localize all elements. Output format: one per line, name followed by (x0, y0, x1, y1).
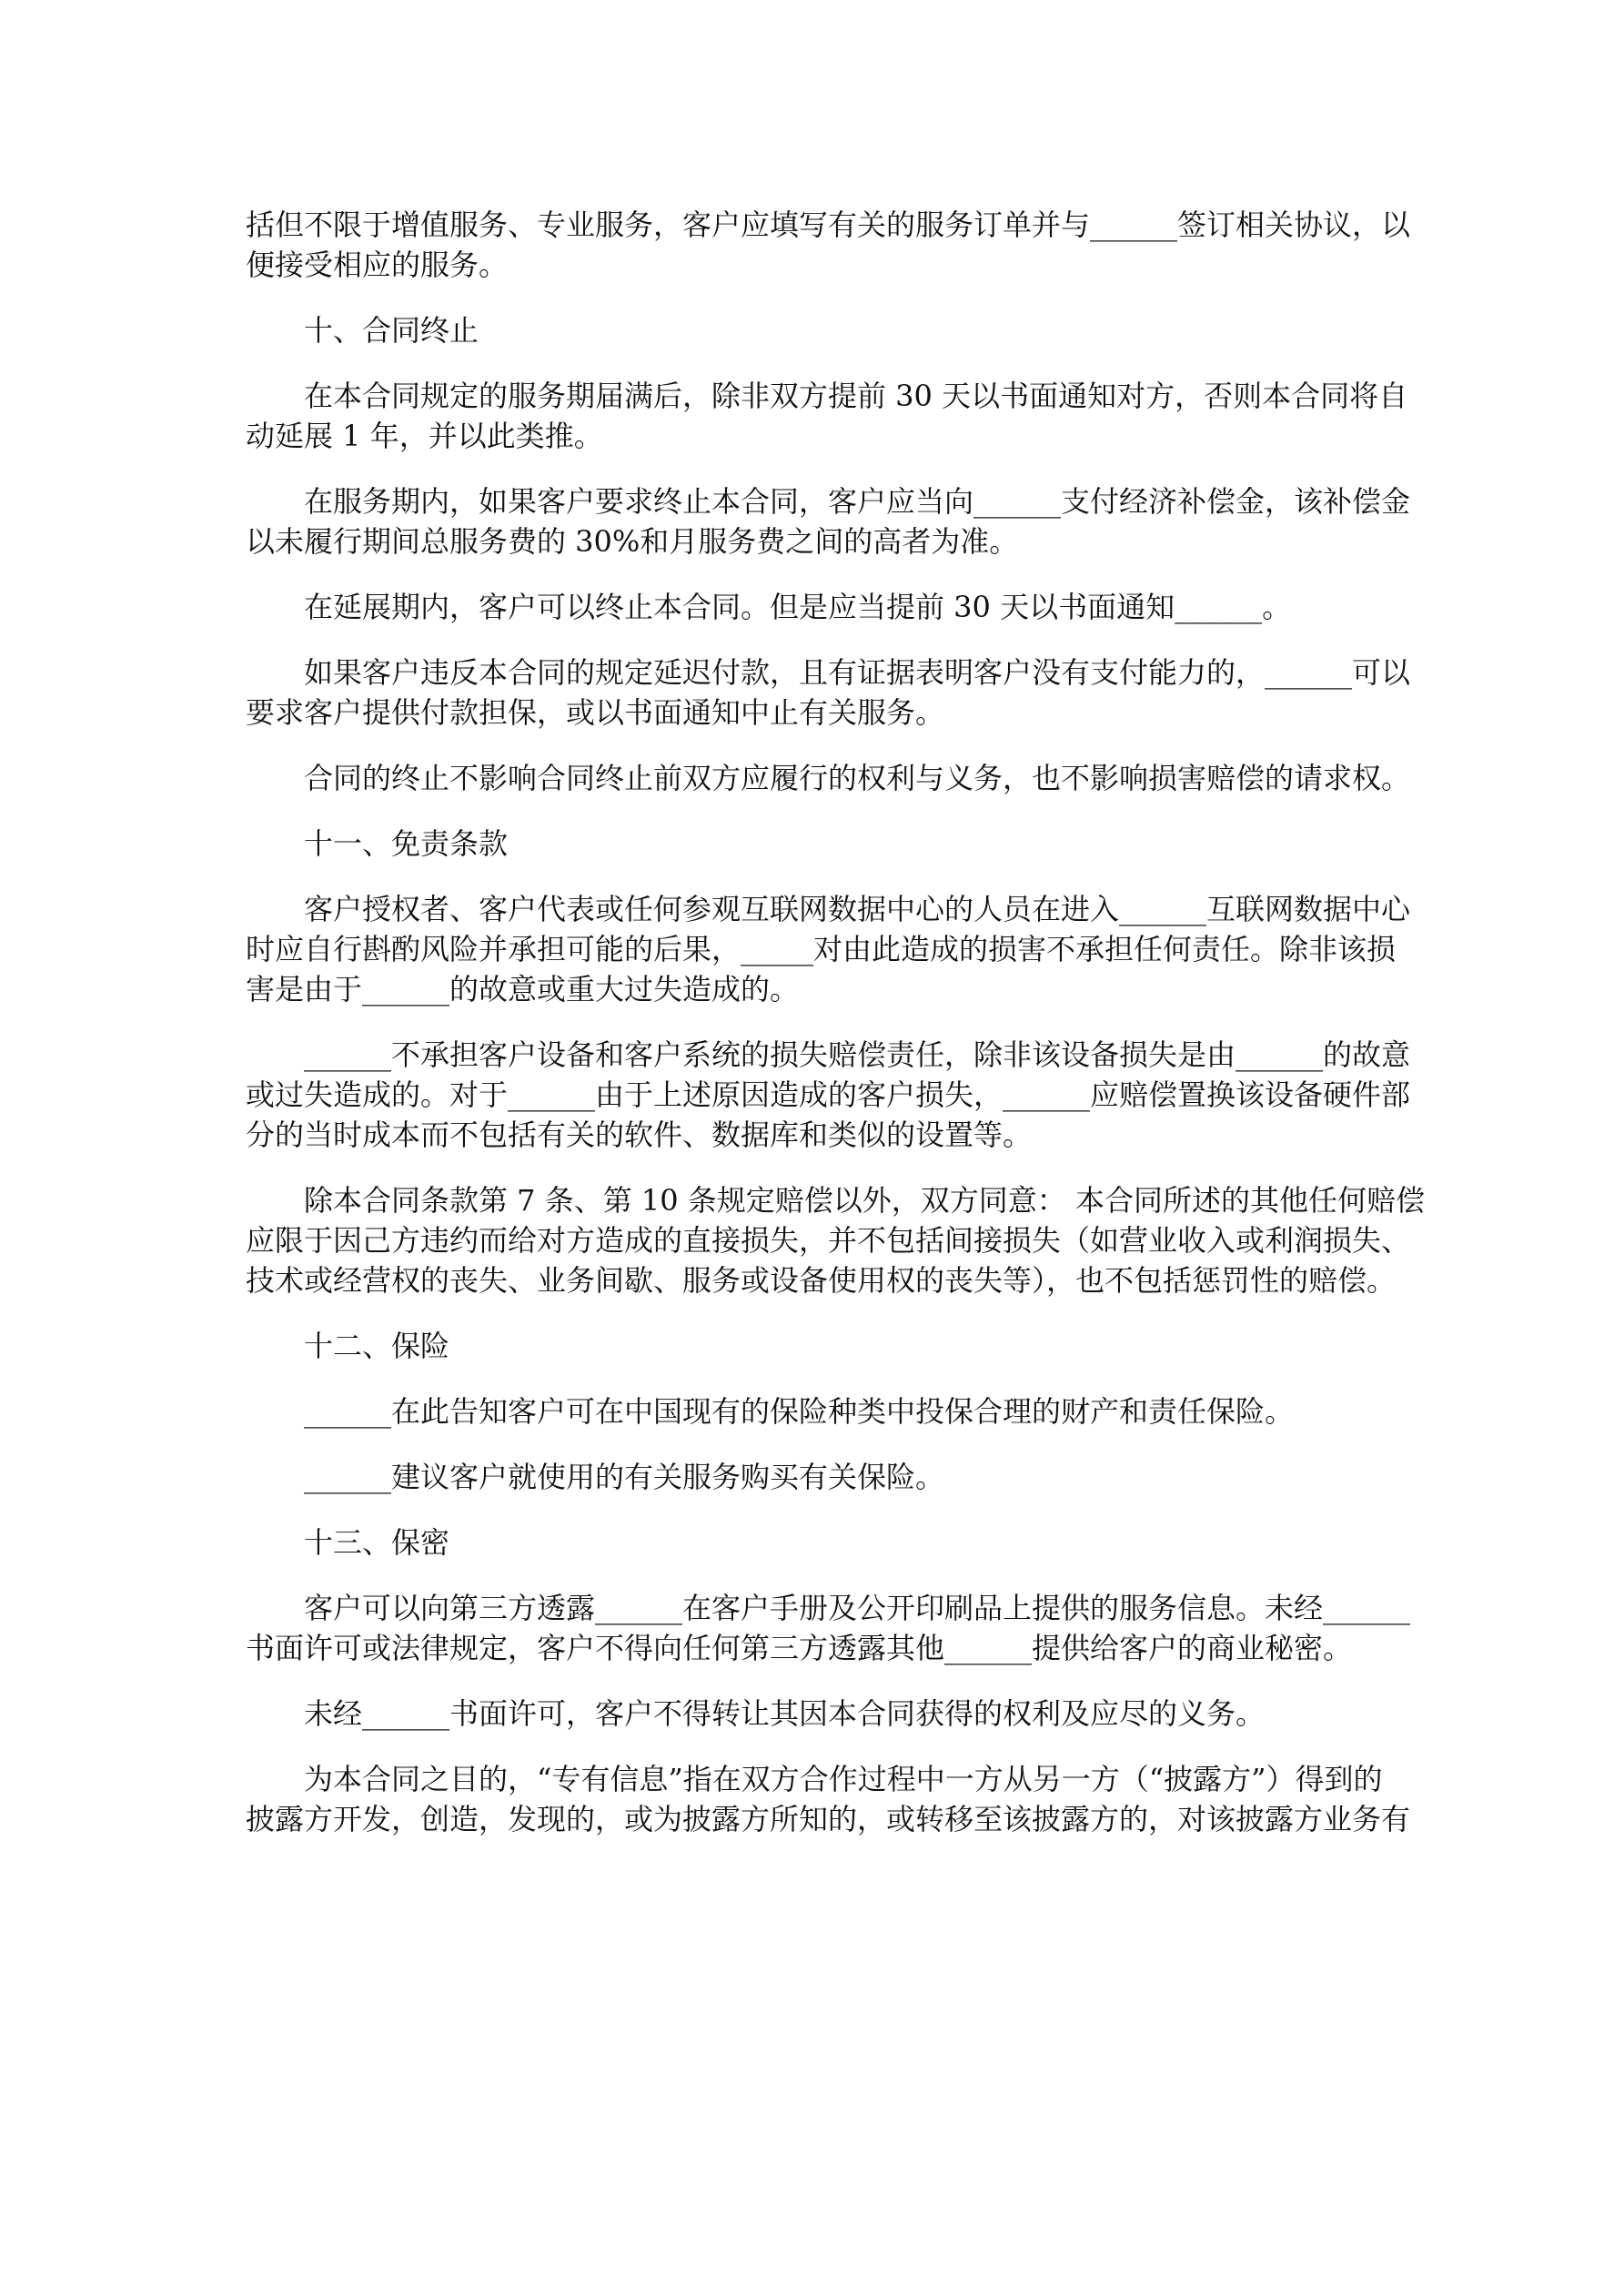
text-line: 客户授权者、客户代表或任何参观互联网数据中心的人员在进入______互联网数据中心 (304, 892, 1411, 926)
text-line: 时应自行斟酌风险并承担可能的后果，_____对由此造成的损害不承担任何责任。除非该损 (246, 932, 1397, 966)
text-line: 书面许可或法律规定，客户不得向任何第三方透露其他______提供给客户的商业秘密。 (246, 1631, 1353, 1665)
section-heading-insurance: 十二、保险 (304, 1329, 450, 1363)
text-line: 以未履行期间总服务费的 30%和月服务费之间的高者为准。 (246, 524, 1019, 559)
text-line: 除本合同条款第 7 条、第 10 条规定赔偿以外，双方同意： 本合同所述的其他任何赔偿 (304, 1183, 1425, 1218)
text-line: 括但不限于增值服务、专业服务，客户应填写有关的服务订单并与______签订相关协议，以 (246, 207, 1411, 242)
text-line: ______不承担客户设备和客户系统的损失赔偿责任，除非该设备损失是由______的故意 (304, 1037, 1411, 1072)
section-heading-termination: 十、合同终止 (304, 313, 479, 348)
text-line: 要求客户提供付款担保，或以书面通知中止有关服务。 (246, 695, 945, 730)
contract-page (246, 205, 1425, 1839)
text-line: 或过失造成的。对于______由于上述原因造成的客户损失，______应赔偿置换该设备硬件部 (246, 1077, 1411, 1112)
text-line: 动延展 1 年，并以此类推。 (246, 419, 603, 453)
text-line: 应限于因己方违约而给对方造成的直接损失，并不包括间接损失（如营业收入或利润损失、 (246, 1223, 1411, 1258)
section-heading-liability: 十一、免责条款 (304, 826, 509, 861)
text-line: 技术或经营权的丧失、业务间歇、服务或设备使用权的丧失等），也不包括惩罚性的赔偿。 (246, 1263, 1397, 1298)
text-line: 为本合同之目的，“专有信息”指在双方合作过程中一方从另一方（“披露方”）得到的 (304, 1762, 1383, 1796)
text-line: ______建议客户就使用的有关服务购买有关保险。 (304, 1460, 945, 1494)
text-line: ______在此告知客户可在中国现有的保险种类中投保合理的财产和责任保险。 (304, 1394, 1295, 1429)
text-line: 客户可以向第三方透露______在客户手册及公开印刷品上提供的服务信息。未经______ (304, 1591, 1411, 1625)
section-heading-confidentiality: 十三、保密 (304, 1525, 450, 1560)
text-line: 合同的终止不影响合同终止前双方应履行的权利与义务，也不影响损害赔偿的请求权。 (304, 761, 1411, 795)
text-line: 在延展期内，客户可以终止本合同。但是应当提前 30 天以书面通知______。 (304, 590, 1292, 624)
text-line: 害是由于______的故意或重大过失造成的。 (246, 972, 800, 1006)
text-line: 分的当时成本而不包括有关的软件、数据库和类似的设置等。 (246, 1118, 1033, 1152)
text-line: 便接受相应的服务。 (246, 248, 509, 282)
text-line: 未经______书面许可，客户不得转让其因本合同获得的权利及应尽的义务。 (304, 1696, 1266, 1731)
text-line: 在本合同规定的服务期届满后，除非双方提前 30 天以书面通知对方，否则本合同将自 (304, 379, 1408, 413)
text-line: 如果客户违反本合同的规定延迟付款，且有证据表明客户没有支付能力的，______可以 (304, 655, 1411, 690)
text-line: 在服务期内，如果客户要求终止本合同，客户应当向______支付经济补偿金，该补偿金 (304, 484, 1411, 519)
text-line: 披露方开发，创造，发现的，或为披露方所知的，或转移至该披露方的，对该披露方业务有 (246, 1802, 1411, 1836)
